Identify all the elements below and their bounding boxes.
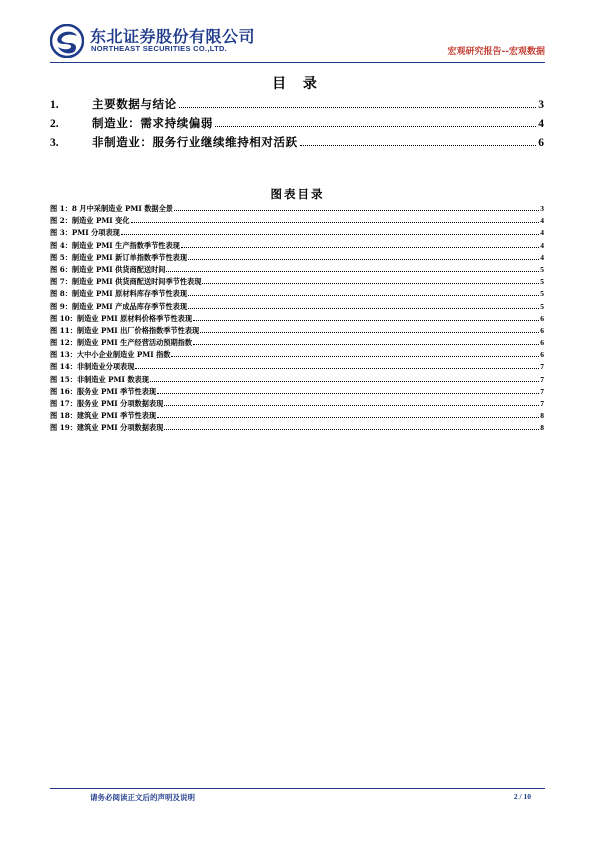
figure-entry-page: 4 [540, 252, 544, 262]
figure-entry-page: 6 [540, 313, 544, 323]
toc-entry-title: 非制造业：服务行业继续维持相对活跃 [92, 135, 298, 149]
toc-entry[interactable] [50, 115, 544, 134]
figure-entry-title: 图 10：制造业 PMI 原材料价格季节性表现 [50, 313, 193, 323]
toc-entry-title: 制造业：需求持续偏弱 [92, 116, 213, 130]
dot-leader [200, 332, 539, 333]
company-logo [50, 20, 260, 62]
dot-leader [157, 393, 539, 394]
figure-entry-title: 图 17：服务业 PMI 分项数据表现 [50, 399, 164, 408]
figure-entry-page: 4 [540, 216, 544, 226]
dot-leader [181, 247, 539, 248]
figure-entry-title: 图 18：建筑业 PMI 季节性表现 [50, 411, 157, 421]
figure-entry-page: 3 [540, 204, 544, 213]
figure-entry[interactable] [50, 326, 544, 338]
figure-entry-title: 图 13：大中小企业制造业 PMI 指数 [50, 350, 171, 360]
dot-leader [215, 126, 536, 127]
toc-entry-page: 4 [538, 118, 544, 130]
figure-entry-page: 6 [540, 338, 544, 348]
figure-entry[interactable] [50, 289, 544, 301]
toc-entry[interactable] [50, 134, 544, 153]
dot-leader [121, 234, 539, 235]
figure-entry-page: 8 [540, 411, 544, 421]
figure-entry-page: 7 [540, 374, 544, 384]
figure-entry-title: 图 15：非制造业 PMI 数表现 [50, 374, 149, 384]
figure-entry-page: 6 [540, 325, 544, 335]
figure-list-title: 图表目录 [270, 187, 325, 201]
figure-entry-page: 7 [540, 386, 544, 396]
figure-entry-title: 图 16：服务业 PMI 季节性表现 [50, 386, 157, 396]
northeast-securities-logo-icon [50, 24, 84, 58]
figure-entry[interactable] [50, 387, 544, 399]
figure-entry-title: 图 5：制造业 PMI 新订单指数季节性表现 [50, 252, 188, 262]
dot-leader [164, 405, 539, 406]
figure-entry[interactable] [50, 399, 544, 411]
figure-entry-page: 6 [540, 350, 544, 360]
figure-entry-page: 8 [540, 423, 544, 433]
figure-entry-title: 图 1：8 月中采制造业 PMI 数据全景 [50, 204, 173, 213]
toc-entry-number: 3. [50, 137, 59, 149]
toc-entry[interactable] [50, 96, 544, 115]
page-header [50, 20, 545, 62]
figure-entry-title: 图 9：制造业 PMI 产成品库存季节性表现 [50, 301, 188, 311]
dot-leader [188, 295, 539, 296]
figure-entry-page: 5 [540, 289, 544, 299]
figure-entry-page: 7 [540, 362, 544, 372]
report-type-label: 宏观研究报告--宏观数据 [447, 47, 545, 57]
figure-entry[interactable] [50, 228, 544, 240]
dot-leader [150, 381, 539, 382]
figure-entry-title: 图 2：制造业 PMI 变化 [50, 216, 130, 226]
dot-leader [179, 107, 537, 108]
figure-entry-page: 5 [540, 301, 544, 311]
figure-entry[interactable] [50, 314, 544, 326]
figure-entry-title: 图 7：制造业 PMI 供货商配送时间季节性表现 [50, 277, 202, 287]
toc-entry-number: 1. [50, 99, 59, 111]
figure-entry-title: 图 3：PMI 分项表现 [50, 228, 120, 238]
figure-entry-title: 图 11：制造业 PMI 出厂价格指数季节性表现 [50, 325, 200, 335]
toc-entry-page: 3 [538, 99, 544, 111]
figure-entry-page: 4 [540, 240, 544, 250]
toc-title: 目 录 [272, 76, 323, 92]
dot-leader [188, 259, 539, 260]
figure-entry[interactable] [50, 265, 544, 277]
dot-leader [188, 308, 539, 309]
company-name-en: NORTHEAST SECURITIES CO.,LTD. [91, 44, 228, 53]
toc-entry-title: 主要数据与结论 [92, 97, 177, 111]
figure-entry[interactable] [50, 277, 544, 289]
figure-entry[interactable] [50, 204, 544, 216]
dot-leader [202, 283, 539, 284]
dot-leader [166, 271, 539, 272]
dot-leader [174, 210, 539, 211]
figure-entry[interactable] [50, 375, 544, 387]
dot-leader [131, 222, 540, 223]
figure-entry-page: 4 [540, 228, 544, 238]
dot-leader [135, 368, 539, 369]
toc-entry-page: 6 [538, 137, 544, 149]
figure-entry-title: 图 14：非制造业分项表现 [50, 362, 135, 372]
figure-entry-title: 图 12：制造业 PMI 生产经营活动预期指数 [50, 338, 193, 348]
footer-disclaimer: 请务必阅读正文后的声明及说明 [90, 793, 195, 802]
dot-leader [157, 417, 539, 418]
dot-leader [193, 320, 539, 321]
company-name-cn: 东北证券股份有限公司 [90, 27, 256, 46]
figure-entry-title: 图 4：制造业 PMI 生产指数季节性表现 [50, 240, 180, 250]
table-of-contents [50, 96, 544, 153]
toc-entry-number: 2. [50, 118, 59, 130]
figure-entry-page: 5 [540, 277, 544, 287]
figure-entry[interactable] [50, 423, 544, 435]
figure-entry[interactable] [50, 241, 544, 253]
figure-entry-page: 5 [540, 264, 544, 274]
dot-leader [193, 344, 539, 345]
figure-entry[interactable] [50, 411, 544, 423]
figure-entry-page: 7 [540, 399, 544, 408]
figure-entry[interactable] [50, 338, 544, 350]
figure-entry[interactable] [50, 253, 544, 265]
dot-leader [300, 145, 537, 146]
dot-leader [164, 429, 539, 430]
figure-entry[interactable] [50, 302, 544, 314]
figure-entry[interactable] [50, 350, 544, 362]
figure-entry-title: 图 19：建筑业 PMI 分项数据表现 [50, 423, 164, 433]
figure-entry-title: 图 8：制造业 PMI 原材料库存季节性表现 [50, 289, 188, 299]
page-indicator: 2 / 10 [513, 792, 531, 801]
dot-leader [171, 356, 539, 357]
figure-entry[interactable] [50, 362, 544, 374]
footer-divider [50, 788, 545, 789]
figure-list [50, 204, 544, 436]
header-divider [50, 62, 545, 63]
figure-entry-title: 图 6：制造业 PMI 供货商配送时间 [50, 264, 166, 274]
figure-entry[interactable] [50, 216, 544, 228]
